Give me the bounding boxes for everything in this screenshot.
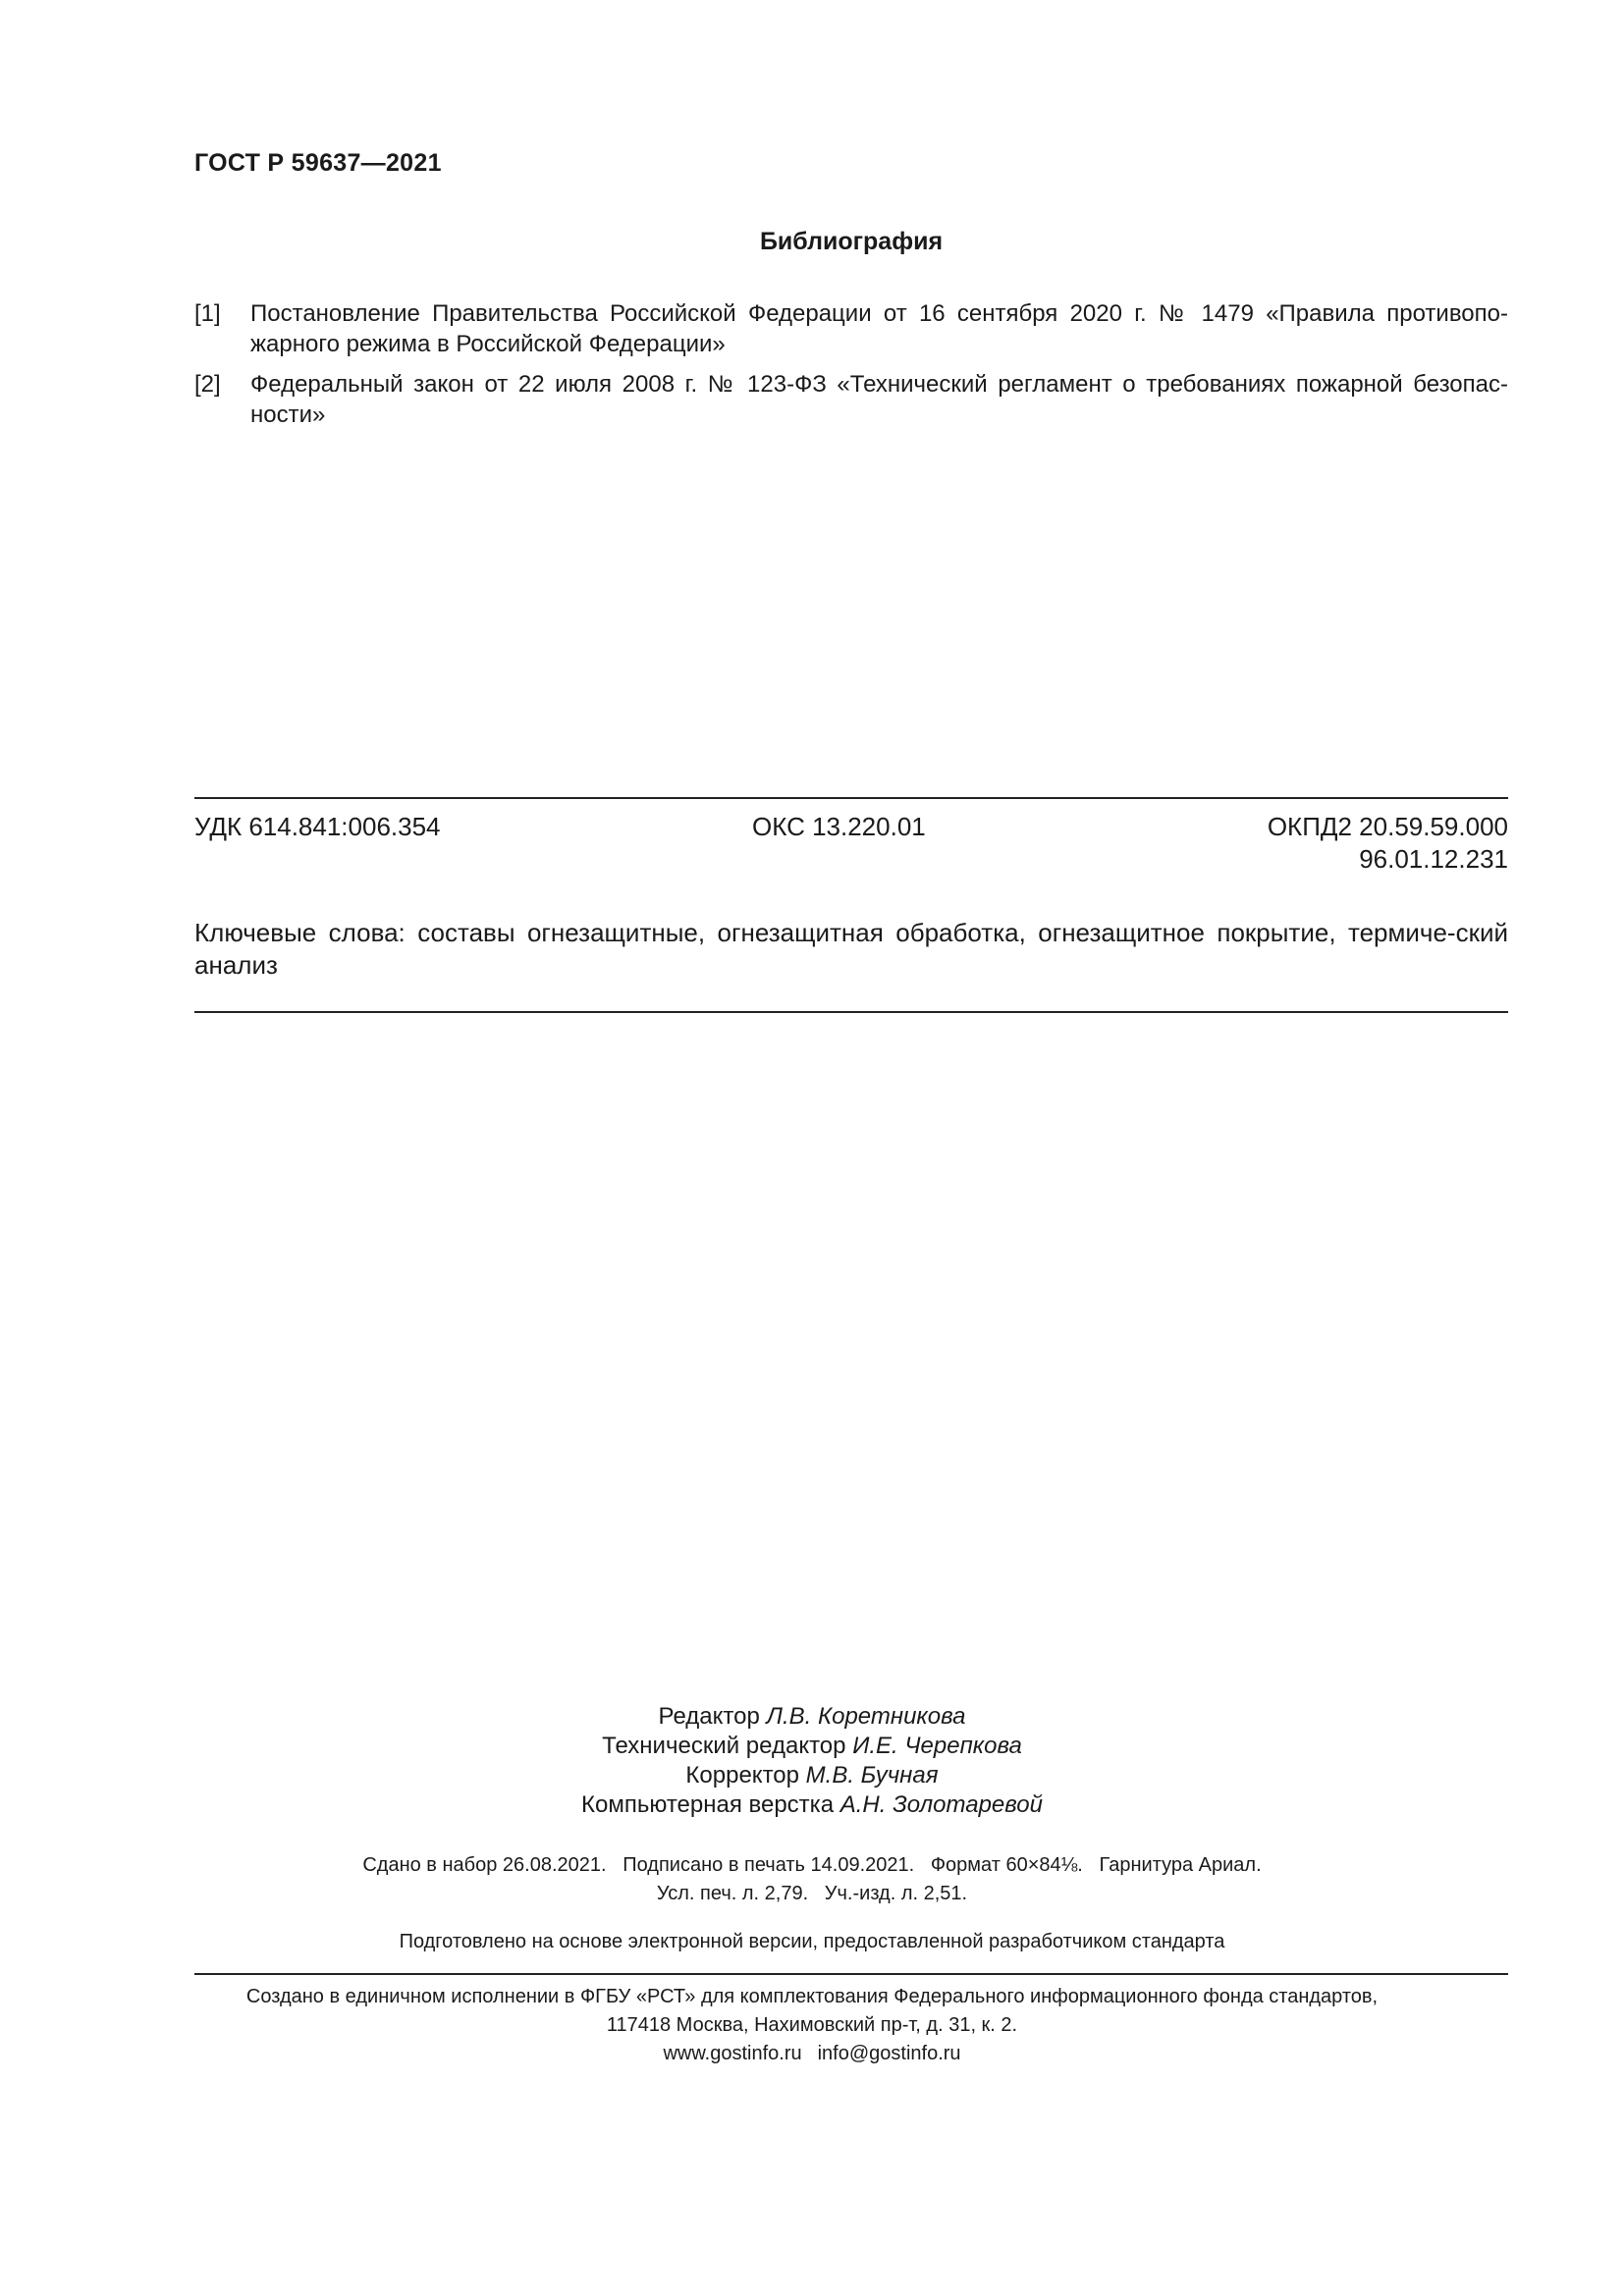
divider-top [194,797,1508,799]
print-info-line1: Сдано в набор 26.08.2021. Подписано в печать 14.09.2021. Формат 60×84⅛. Гарнитура Ариал. [362,1854,1262,1876]
publisher-links [0,2040,1624,2068]
email-link[interactable]: info@gostinfo.ru [817,2043,961,2064]
credit-corrector: Корректор М.В. Бучная [685,1762,939,1789]
okpd-code-line1: ОКПД2 20.59.59.000 [1267,812,1508,841]
standard-code: ГОСТ Р 59637—2021 [194,149,442,177]
print-info-line2: Усл. печ. л. 2,79. Уч.-изд. л. 2,51. [656,1883,968,1904]
credit-layout: Компьютерная верстка А.Н. Золотаревой [581,1791,1043,1818]
divider-bottom [194,1973,1508,1975]
bibliography-list [194,298,1508,440]
publisher-line2: 117418 Москва, Нахимовский пр-т, д. 31, к. 2. [606,2014,1018,2036]
print-info [0,1851,1624,1908]
entry-text: Федеральный закон от 22 июля 2008 г. № 123-ФЗ «Технический регламент о требованиях пожарной безопас-ности» [250,371,1508,428]
website-link[interactable]: www.gostinfo.ru [663,2043,802,2064]
entry-text: Постановление Правительства Российской Федерации от 16 сентября 2020 г. № 1479 «Правила противопо-жарного режима в Российской Федерации» [250,300,1508,357]
entry-number: [2] [194,371,221,398]
divider-keywords [194,1011,1508,1013]
okpd-codes [1268,811,1508,876]
oks-code: ОКС 13.220.01 [752,812,926,841]
credit-tech-editor: Технический редактор И.Е. Черепкова [602,1733,1022,1759]
credit-editor: Редактор Л.В. Коретникова [658,1703,966,1730]
bibliography-entry [194,369,1508,430]
credits [0,1702,1624,1820]
bibliography-entry [194,298,1508,359]
publisher-line1: Создано в единичном исполнении в ФГБУ «РСТ» для комплектования Федерального информационного фонда стандартов, [245,1986,1379,2007]
publisher-info [0,1983,1624,2068]
prepared-note: Подготовлено на основе электронной версии, предоставленной разработчиком стандарта [399,1931,1225,1952]
udk-code: УДК 614.841:006.354 [194,812,441,841]
bibliography-title: Библиография [759,228,944,255]
okpd-code-line2: 96.01.12.231 [1359,844,1508,874]
entry-number: [1] [194,300,221,327]
keywords: Ключевые слова: составы огнезащитные, огнезащитная обработка, огнезащитное покрытие, термиче-ский анализ [194,918,1508,980]
